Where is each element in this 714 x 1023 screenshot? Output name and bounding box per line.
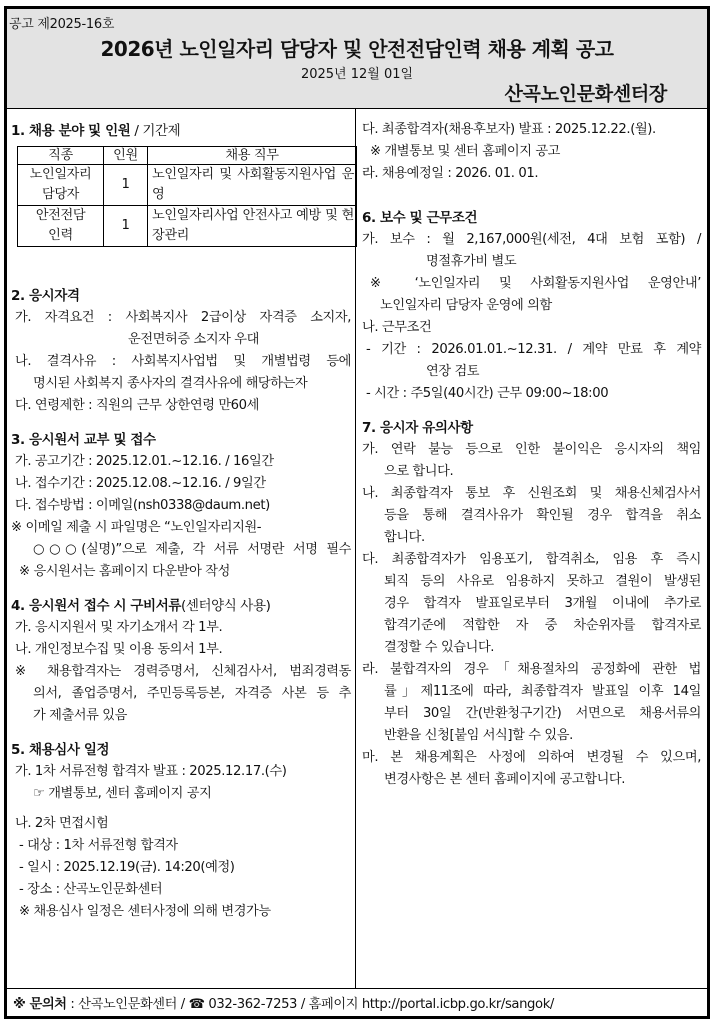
caution-line: 마. 본 채용계획은 사정에 의하여 변경될 수 있으며, xyxy=(362,750,701,765)
caution-line: 부터 30일 간(반환청구기간) 서면으로 채용서류의 xyxy=(384,706,701,721)
work-conditions-heading: 나. 근무조건 xyxy=(362,320,432,335)
caution-line: 퇴직 등의 사유로 임용하지 못하고 결원이 발생된 xyxy=(384,574,701,589)
document-header xyxy=(7,9,707,109)
schedule-change-note: ※ 채용심사 일정은 센터사정에 의해 변경가능 xyxy=(19,904,271,919)
positions-table xyxy=(17,146,357,247)
job-type-cell xyxy=(18,206,104,247)
application-period-line: 나. 접수기간 : 2025.12.08.~12.16. / 9일간 xyxy=(15,476,266,491)
col-header-duty: 채용 직무 xyxy=(148,147,357,165)
filename-note-line: ※ 이메일 제출 시 파일명은 “노인일자리지원- xyxy=(11,520,262,535)
salary-line: 명절휴가비 별도 xyxy=(426,254,517,269)
caution-line: 다. 최종합격자가 임용포기, 합격취소, 임용 후 즉시 xyxy=(362,552,701,567)
application-method-line: 다. 접수방법 : 이메일(nsh0338@daum.net) xyxy=(15,498,270,513)
final-result-notify-line: ※ 개별통보 및 센터 홈페이지 공고 xyxy=(370,144,561,159)
job-type-line: 안전전담 xyxy=(35,208,86,223)
notice-number: 공고 제2025-16호 xyxy=(9,17,115,32)
count-cell: 1 xyxy=(104,165,148,206)
job-type-line: 인력 xyxy=(48,228,73,243)
section-4-suffix: (센터양식 사용) xyxy=(180,598,271,614)
homepage-link[interactable]: http://portal.icbp.go.kr/sangok/ xyxy=(361,997,554,1012)
interview-datetime-line: - 일시 : 2025.12.19(금). 14:20(예정) xyxy=(19,860,235,875)
caution-line: 가. 연락 불능 등으로 인한 불이익은 응시자의 책임 xyxy=(362,442,701,457)
work-hours-line: - 시간 : 주5일(40시간) 근무 09:00~18:00 xyxy=(366,386,609,401)
age-limit-line: 다. 연령제한 : 직원의 근무 상한연령 만60세 xyxy=(15,398,259,413)
contact-org: : 산곡노인문화센터 / xyxy=(66,997,189,1012)
contact-footer xyxy=(7,988,707,1016)
job-type-line: 담당자 xyxy=(41,187,80,202)
section-1-title xyxy=(11,120,351,142)
job-type-cell xyxy=(18,165,104,206)
caution-line: 라. 불합격자의 경우「채용절차의 공정화에 관한 법 xyxy=(362,662,701,677)
contract-period-line: 연장 검토 xyxy=(426,364,480,379)
caution-line: 반환을 신청[붙임 서식]할 수 있음. xyxy=(384,728,573,743)
section-2-title: 2. 응시자격 xyxy=(11,288,80,304)
section-5-title: 5. 채용심사 일정 xyxy=(11,742,110,758)
start-date-line: 라. 채용예정일 : 2026. 01. 01. xyxy=(362,166,539,181)
contact-phone: 032-362-7253 / 홈페이지 xyxy=(204,997,362,1012)
left-column xyxy=(7,109,356,988)
caution-line: 으로 합니다. xyxy=(384,464,454,479)
qualification-line: 운전면허증 소지자 우대 xyxy=(128,332,259,347)
interview-heading: 나. 2차 면접시험 xyxy=(15,816,109,831)
caution-line: 합격기준에 적합한 자 중 차순위자를 합격자로 xyxy=(384,618,701,633)
interview-target-line: - 대상 : 1차 서류전형 합격자 xyxy=(19,838,178,853)
contract-period-line: - 기간 : 2026.01.01.~12.31. / 계약 만료 후 계약 xyxy=(366,342,701,357)
duty-cell: 노인일자리 및 사회활동지원사업 운영 xyxy=(148,165,357,206)
salary-note-line: 노인일자리 담당자 운영에 의함 xyxy=(380,298,552,313)
required-doc-line: 가. 응시지원서 및 자기소개서 각 1부. xyxy=(15,620,223,635)
first-round-result-line: 가. 1차 서류전형 합격자 발표 : 2025.12.17.(수) xyxy=(15,764,287,779)
final-result-line: 다. 최종합격자(채용후보자) 발표 : 2025.12.22.(월). xyxy=(362,122,656,137)
caution-line: 률」제11조에 따라, 최종합격자 발표일 이후 14일 xyxy=(384,684,701,699)
phone-icon: ☎ xyxy=(188,997,205,1012)
contact-label: ※ 문의처 xyxy=(13,997,67,1012)
issuer-name: 산곡노인문화센터장 xyxy=(504,83,667,105)
notice-period-line: 가. 공고기간 : 2025.12.01.~12.16. / 16일간 xyxy=(15,454,274,469)
caution-line: 합니다. xyxy=(384,530,425,545)
section-3-title: 3. 응시원서 교부 및 접수 xyxy=(11,432,156,448)
caution-line: 나. 최종합격자 통보 후 신원조회 및 채용신체검사서 xyxy=(362,486,701,501)
table-header-row xyxy=(18,147,357,165)
table-row xyxy=(18,165,357,206)
notice-date: 2025년 12월 01일 xyxy=(300,67,414,82)
additional-doc-note: ※ 채용합격자는 경력증명서, 신체검사서, 범죄경력동 xyxy=(15,664,351,679)
caution-line: 경우 합격자 발표일로부터 3개월 이내에 추가로 xyxy=(384,596,701,611)
caution-line: 변경사항은 본 센터 홈페이지에 공고합니다. xyxy=(384,772,626,787)
section-1-suffix: / 기간제 xyxy=(130,123,181,139)
salary-line: 가. 보수 : 월 2,167,000원(세전, 4대 보험 포함) / xyxy=(362,232,701,247)
additional-doc-note: 가 제출서류 있음 xyxy=(33,708,127,723)
job-type-line: 노인일자리 xyxy=(29,167,92,182)
duty-cell: 노인일자리사업 안전사고 예방 및 현장관리 xyxy=(148,206,357,247)
count-cell: 1 xyxy=(104,206,148,247)
document-title: 2026년 노인일자리 담당자 및 안전전담인력 채용 계획 공고 xyxy=(100,37,614,61)
caution-line: 등을 통해 결격사유가 확인될 경우 합격을 취소 xyxy=(384,508,701,523)
section-6-title: 6. 보수 및 근무조건 xyxy=(362,210,478,226)
table-row xyxy=(18,206,357,247)
notice-document xyxy=(4,6,710,1019)
required-doc-line: 나. 개인정보수집 및 이용 동의서 1부. xyxy=(15,642,223,657)
salary-note-line: ※ ‘노인일자리 및 사회활동지원사업 운영안내’ xyxy=(370,276,701,291)
qualification-line: 가. 자격요건 : 사회복지사 2급이상 자격증 소지자, xyxy=(15,310,351,325)
disqualification-line: 명시된 사회복지 종사자의 결격사유에 해당하는자 xyxy=(33,376,308,391)
section-1-heading: 1. 채용 분야 및 인원 xyxy=(11,123,131,139)
section-4-heading: 4. 응시원서 접수 시 구비서류 xyxy=(11,598,181,614)
filename-note-line: ○○○(실명)”으로 제출, 각 서류 서명란 서명 필수 xyxy=(33,542,351,557)
disqualification-line: 나. 결격사유 : 사회복지사업법 및 개별법령 등에 xyxy=(15,354,351,369)
form-download-note: ※ 응시원서는 홈페이지 다운받아 작성 xyxy=(19,564,230,579)
col-header-count: 인원 xyxy=(104,147,148,165)
additional-doc-note: 의서, 졸업증명서, 주민등록등본, 자격증 사본 등 추 xyxy=(33,686,351,701)
caution-line: 결정할 수 있습니다. xyxy=(384,640,495,655)
first-round-notify-line: ☞ 개별통보, 센터 홈페이지 공지 xyxy=(33,786,212,801)
interview-location-line: - 장소 : 산곡노인문화센터 xyxy=(19,882,163,897)
col-header-job-type: 직종 xyxy=(18,147,104,165)
right-column xyxy=(356,109,707,988)
section-7-title: 7. 응시자 유의사항 xyxy=(362,420,473,436)
section-4-title xyxy=(11,595,351,617)
